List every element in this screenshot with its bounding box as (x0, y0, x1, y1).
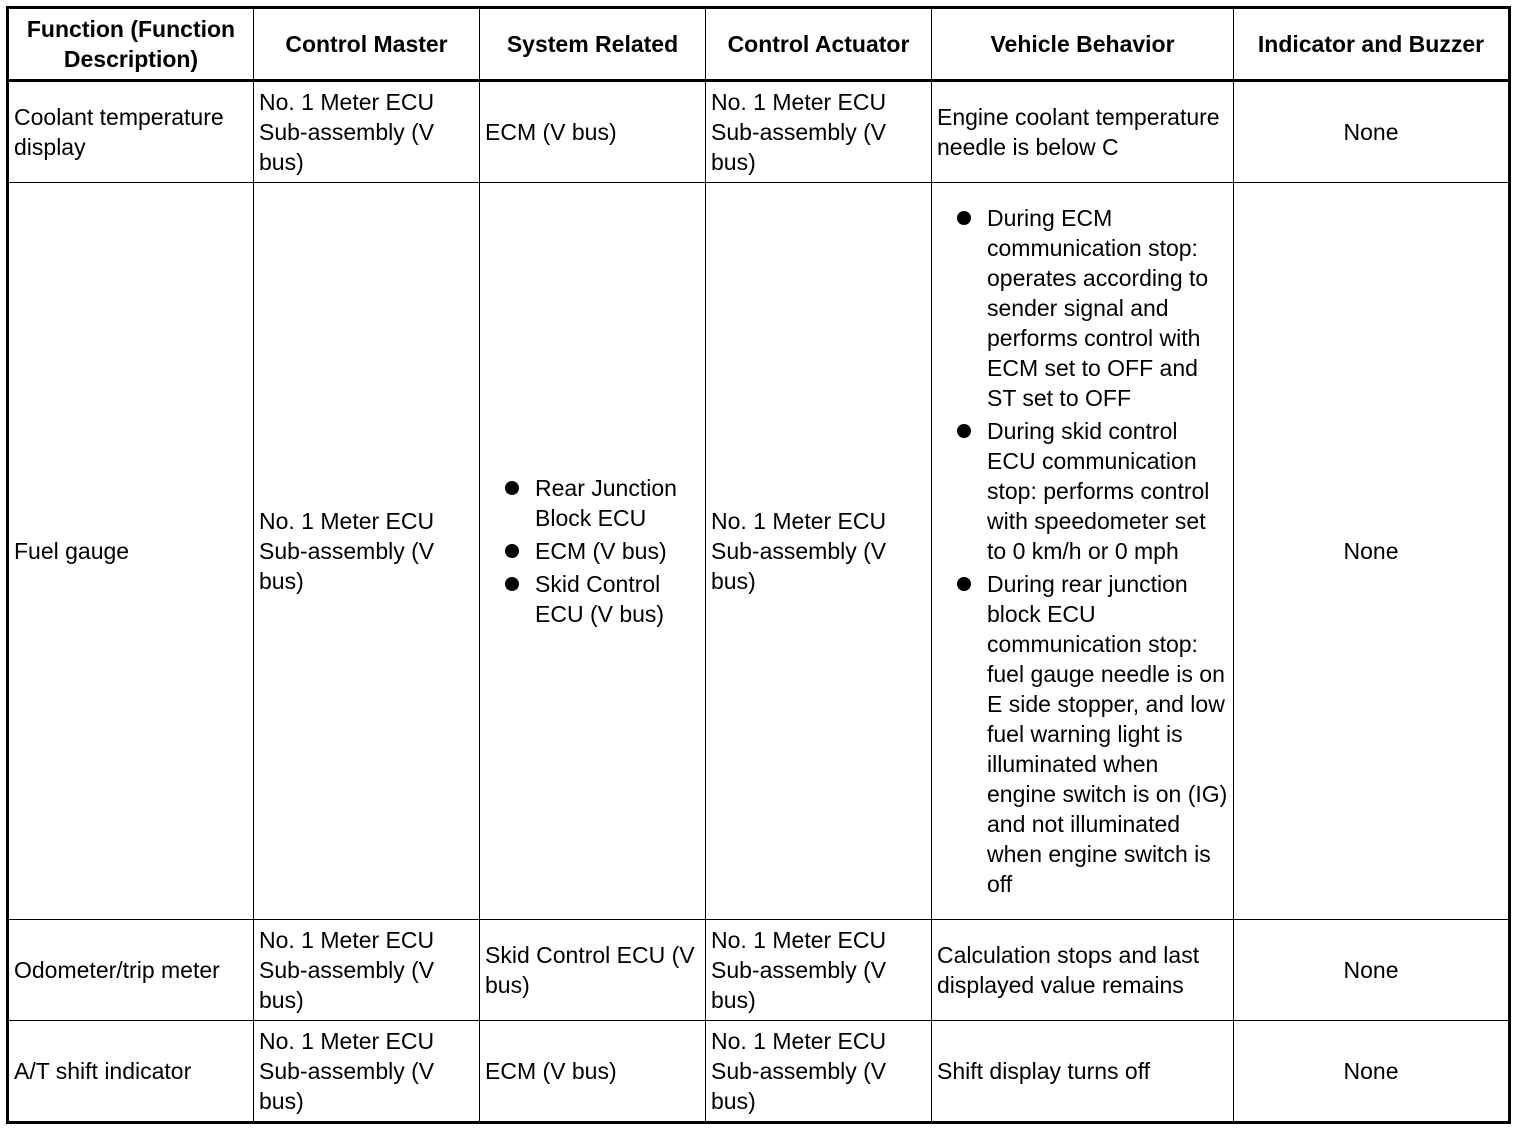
cell-function: Coolant temperature display (8, 81, 254, 183)
cell-control-master: No. 1 Meter ECU Sub-assembly (V bus) (254, 920, 480, 1021)
list-item: During ECM communication stop: operates according to sender signal and performs control with ECM set to OFF and ST set to OFF (937, 203, 1228, 413)
cell-vehicle-behavior (932, 183, 1234, 920)
vehicle-behavior-list (937, 203, 1228, 899)
header-indicator-buzzer: Indicator and Buzzer (1234, 8, 1510, 81)
cell-indicator-buzzer: None (1234, 81, 1510, 183)
list-item: ECM (V bus) (485, 536, 700, 566)
table-row (8, 920, 1510, 1021)
table-row (8, 183, 1510, 920)
cell-system-related (480, 183, 706, 920)
cell-control-master: No. 1 Meter ECU Sub-assembly (V bus) (254, 81, 480, 183)
cell-vehicle-behavior: Shift display turns off (932, 1021, 1234, 1123)
cell-function: A/T shift indicator (8, 1021, 254, 1123)
cell-control-actuator: No. 1 Meter ECU Sub-assembly (V bus) (706, 81, 932, 183)
cell-control-actuator: No. 1 Meter ECU Sub-assembly (V bus) (706, 1021, 932, 1123)
cell-control-actuator: No. 1 Meter ECU Sub-assembly (V bus) (706, 920, 932, 1021)
table-row (8, 81, 1510, 183)
cell-indicator-buzzer: None (1234, 920, 1510, 1021)
cell-system-related: Skid Control ECU (V bus) (480, 920, 706, 1021)
cell-vehicle-behavior: Calculation stops and last displayed value remains (932, 920, 1234, 1021)
cell-control-actuator: No. 1 Meter ECU Sub-assembly (V bus) (706, 183, 932, 920)
list-item: During rear junction block ECU communication stop: fuel gauge needle is on E side stopper, and low fuel warning light is illuminated when engine switch is on (IG) and not illuminated when engine switch is off (937, 569, 1228, 899)
list-item: Rear Junction Block ECU (485, 473, 700, 533)
header-row (8, 8, 1510, 81)
cell-indicator-buzzer: None (1234, 1021, 1510, 1123)
list-item: During skid control ECU communication stop: performs control with speedometer set to 0 km/h or 0 mph (937, 416, 1228, 566)
cell-indicator-buzzer: None (1234, 183, 1510, 920)
header-control-master: Control Master (254, 8, 480, 81)
cell-function: Odometer/trip meter (8, 920, 254, 1021)
cell-control-master: No. 1 Meter ECU Sub-assembly (V bus) (254, 183, 480, 920)
function-table (6, 6, 1511, 1124)
list-item: Skid Control ECU (V bus) (485, 569, 700, 629)
cell-vehicle-behavior: Engine coolant temperature needle is below C (932, 81, 1234, 183)
cell-system-related: ECM (V bus) (480, 1021, 706, 1123)
system-related-list (485, 473, 700, 629)
header-vehicle-behavior: Vehicle Behavior (932, 8, 1234, 81)
table-row (8, 1021, 1510, 1123)
header-system-related: System Related (480, 8, 706, 81)
header-function: Function (Function Description) (8, 8, 254, 81)
header-control-actuator: Control Actuator (706, 8, 932, 81)
function-table-container (6, 6, 1508, 1124)
cell-control-master: No. 1 Meter ECU Sub-assembly (V bus) (254, 1021, 480, 1123)
cell-function: Fuel gauge (8, 183, 254, 920)
cell-system-related: ECM (V bus) (480, 81, 706, 183)
